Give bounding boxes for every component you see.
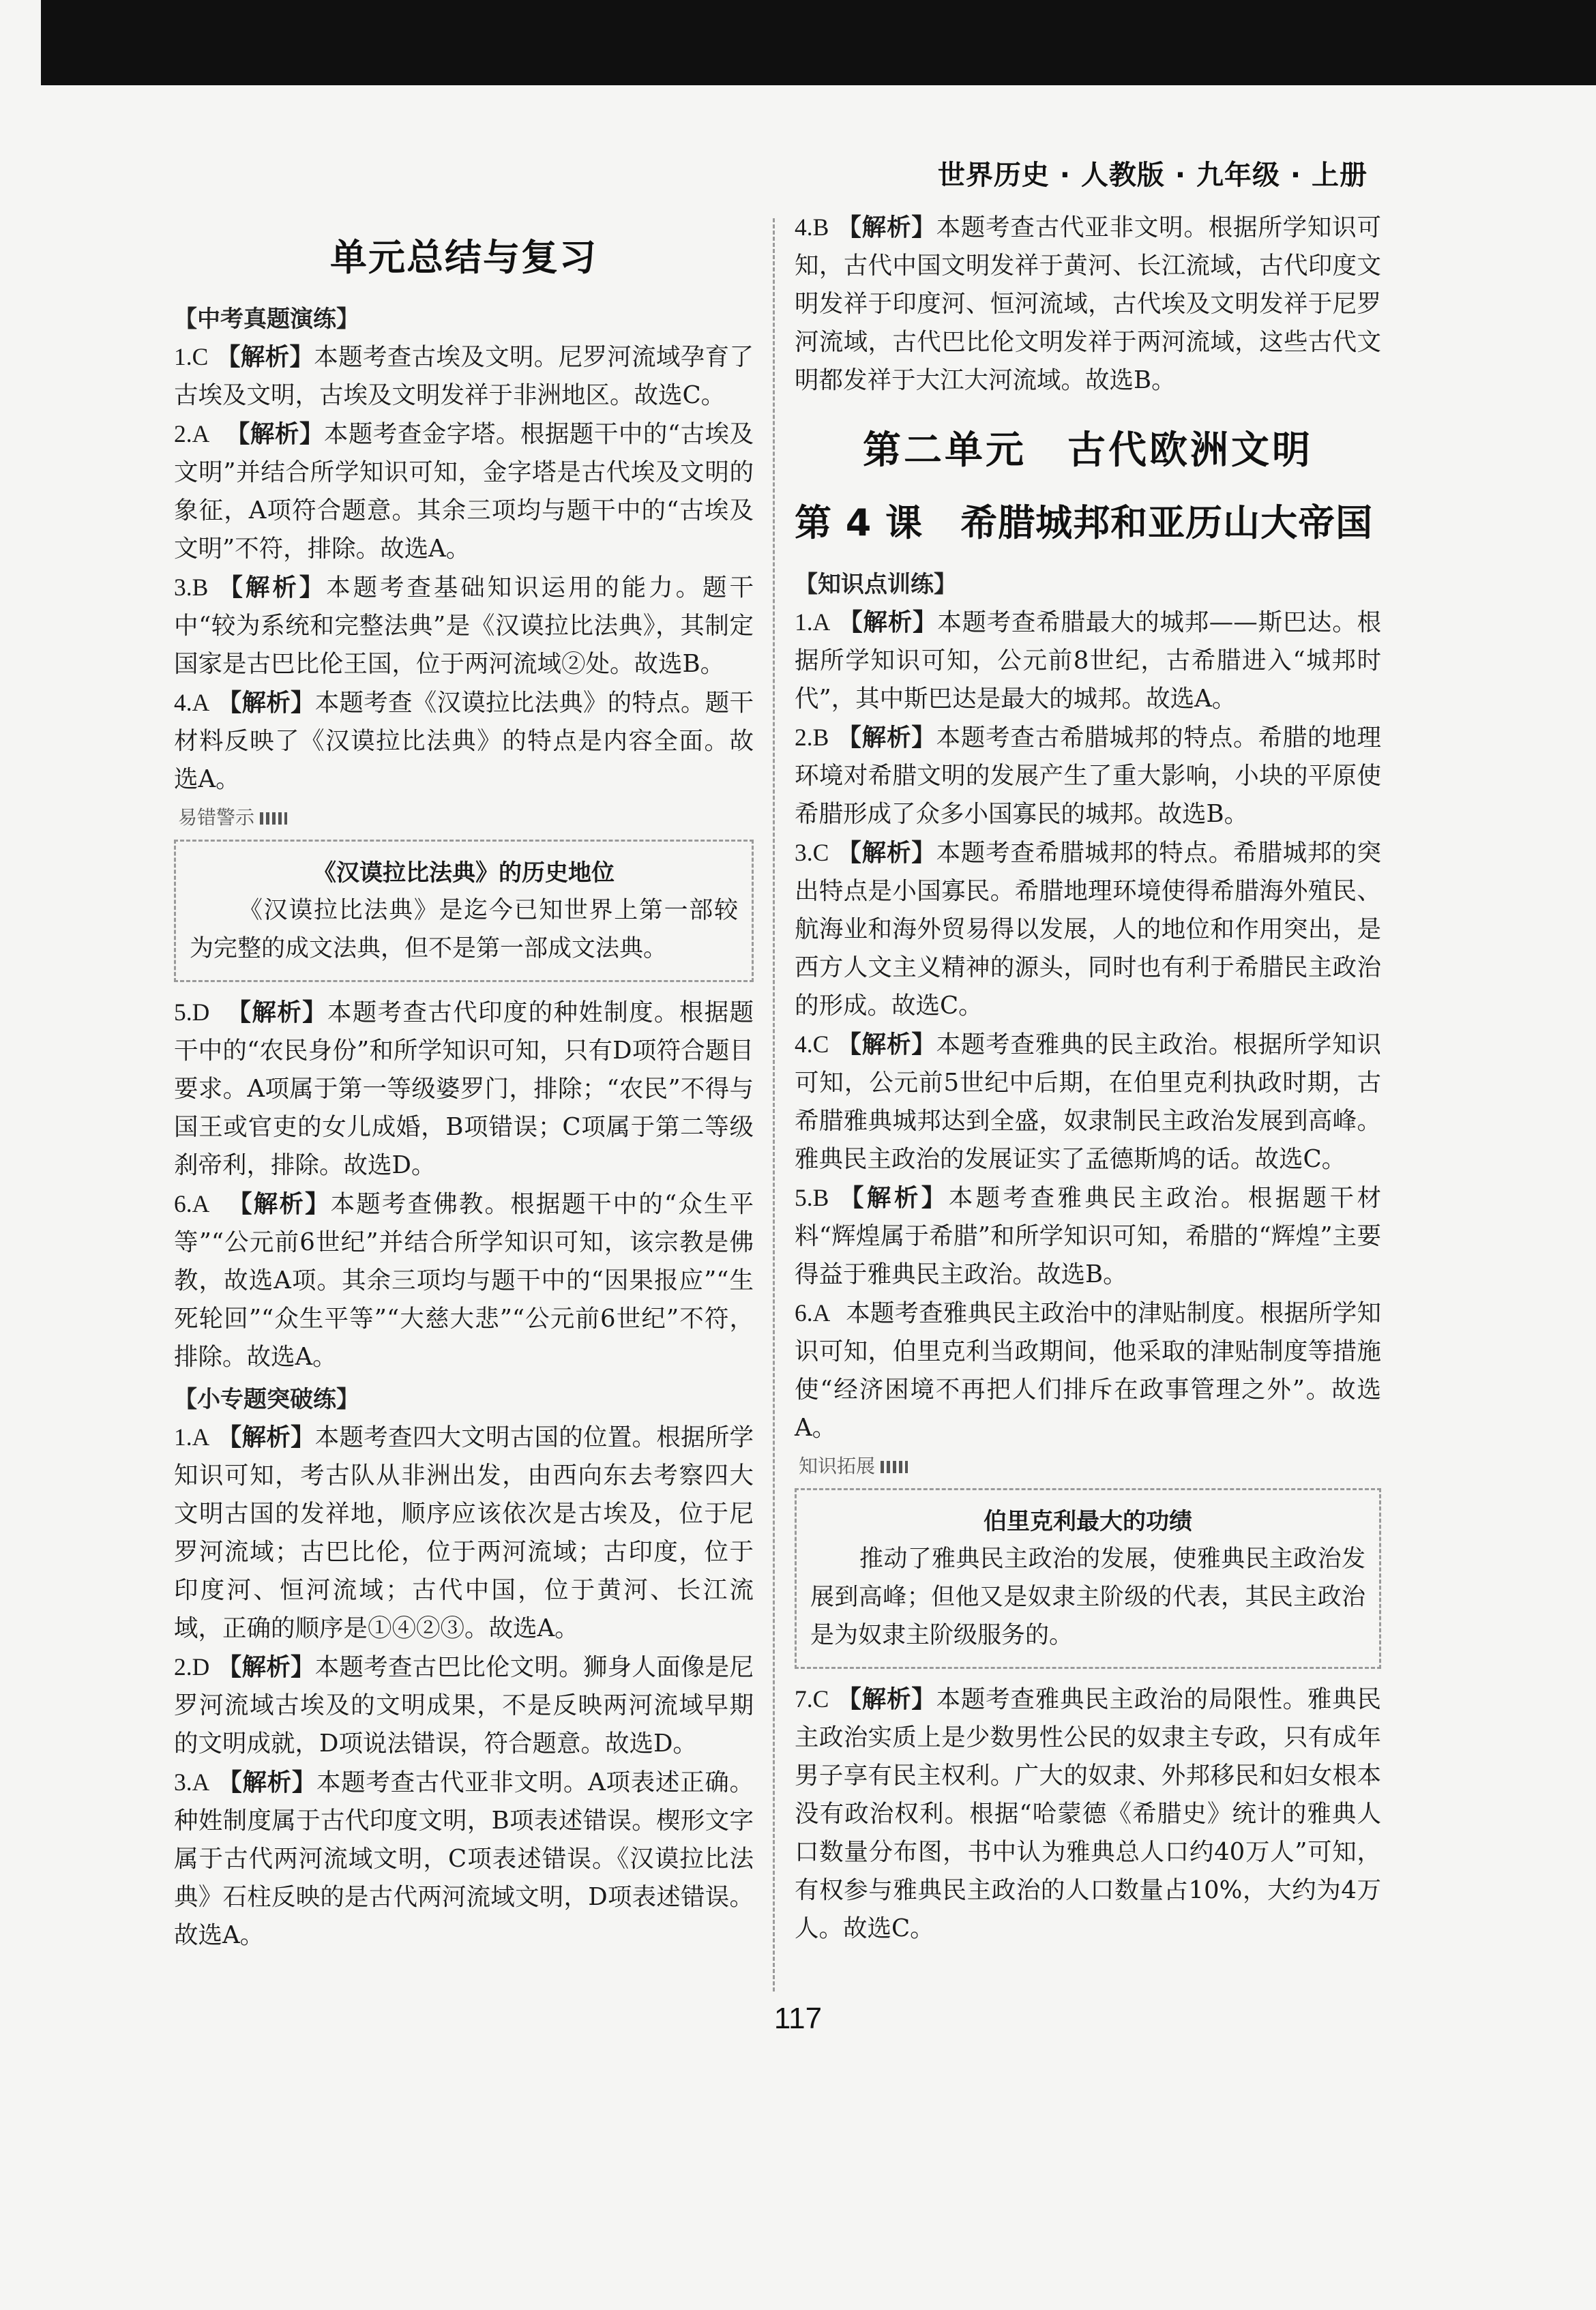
right-column bbox=[795, 208, 1381, 1948]
left-column bbox=[174, 208, 754, 1955]
speaker-icon bbox=[260, 812, 287, 825]
answer-item: 4.A 【解析】本题考查《汉谟拉比法典》的特点。题干材料反映了《汉谟拉比法典》的特点是内容全面。故选A。 bbox=[174, 689, 754, 793]
answer-item: 2.D 【解析】本题考查古巴比伦文明。狮身人面像是尼罗河流域古埃及的文明成果，不是反映两河流域早期的文明成就，D项说法错误，符合题意。故选D。 bbox=[174, 1653, 754, 1758]
answer-item: 3.A 【解析】本题考查古代亚非文明。A项表述正确。种姓制度属于古代印度文明，B项表述错误。楔形文字属于古代两河流域文明，C项表述错误。《汉谟拉比法典》石柱反映的是古代两河流域文明，D项表述错误。故选A。 bbox=[174, 1768, 754, 1949]
lesson-title: 第 4 课 希腊城邦和亚历山大帝国 bbox=[795, 501, 1374, 544]
unit-title: 第二单元 古代欧洲文明 bbox=[863, 428, 1313, 473]
tip-box-body: 《汉谟拉比法典》是迄今已知世界上第一部较为完整的成文法典，但不是第一部成文法典。 bbox=[190, 897, 738, 962]
answer-item: 2.B 【解析】本题考查古希腊城邦的特点。希腊的地理环境对希腊文明的发展产生了重大影响，小块的平原使希腊形成了众多小国寡民的城邦。故选B。 bbox=[795, 724, 1381, 828]
answer-item: 6.A 【解析】本题考查佛教。根据题干中的“众生平等”“公元前6世纪”并结合所学知识可知，该宗教是佛教，故选A项。其余三项均与题干中的“因果报应”“生死轮回”“众生平等”“大慈大悲”“公元前6世纪”不符，排除。故选A。 bbox=[174, 1190, 754, 1371]
answer-item: 7.C 【解析】本题考查雅典民主政治的局限性。雅典民主政治实质上是少数男性公民的奴隶主专政，只有成年男子享有民主权利。广大的奴隶、外邦移民和妇女根本没有政治权利。根据“哈蒙德《希腊史》统计的雅典人口数量分布图，书中认为雅典总人口约40万人”可知，有权参与雅典民主政治的人口数量占10%，大约为4万人。故选C。 bbox=[795, 1685, 1381, 1942]
answer-item: 1.C 【解析】本题考查古埃及文明。尼罗河流域孕育了古埃及文明，古埃及文明发祥于非洲地区。故选C。 bbox=[174, 343, 754, 409]
section-tag-exam: 【中考真题演练】 bbox=[174, 306, 359, 333]
page-number: 117 bbox=[773, 2002, 823, 2035]
answer-item: 1.A 【解析】本题考查四大文明古国的位置。根据所学知识可知，考古队从非洲出发，由西向东去考察四大文明古国的发祥地，顺序应该依次是古埃及，位于尼罗河流域；古巴比伦，位于两河流域；古印度，位于印度河、恒河流域；古代中国，位于黄河、长江流域，正确的顺序是①④②③。故选A。 bbox=[174, 1423, 754, 1642]
answer-item: 5.D 【解析】本题考查古代印度的种姓制度。根据题干中的“农民身份”和所学知识可知，只有D项符合题目要求。A项属于第一等级婆罗门，排除；“农民”不得与国王或官吏的女儿成婚，B项错误；C项属于第二等级刹帝利，排除。故选D。 bbox=[174, 998, 754, 1179]
tip-box bbox=[174, 840, 754, 982]
answer-item: 4.B 【解析】本题考查古代亚非文明。根据所学知识可知，古代中国文明发祥于黄河、长江流域，古代印度文明发祥于印度河、恒河流域，古代埃及文明发祥于尼罗河流域，古代巴比伦文明发祥于两河流域，这些古代文明都发祥于大江大河流域。故选B。 bbox=[795, 213, 1381, 394]
top-black-bar bbox=[41, 0, 1596, 85]
unit-review-title: 单元总结与复习 bbox=[330, 236, 597, 279]
answer-item: 1.A 【解析】本题考查希腊最大的城邦——斯巴达。根据所学知识可知，公元前8世纪，古希腊进入“城邦时代”，其中斯巴达是最大的城邦。故选A。 bbox=[795, 608, 1381, 713]
section-tag-topic: 【小专题突破练】 bbox=[174, 1386, 359, 1413]
answer-item: 3.C 【解析】本题考查希腊城邦的特点。希腊城邦的突出特点是小国寡民。希腊地理环境使得希腊海外殖民、航海业和海外贸易得以发展，人的地位和作用突出，是西方人文主义精神的源头，同时也有利于希腊民主政治的形成。故选C。 bbox=[795, 839, 1381, 1020]
answer-item: 5.B 【解析】本题考查雅典民主政治。根据题干材料“辉煌属于希腊”和所学知识可知，希腊的“辉煌”主要得益于雅典民主政治。故选B。 bbox=[795, 1184, 1381, 1288]
extension-box bbox=[795, 1488, 1381, 1669]
speaker-icon bbox=[881, 1461, 908, 1473]
tip-box-label: 易错警示 bbox=[178, 803, 754, 830]
section-tag-knowledge: 【知识点训练】 bbox=[795, 571, 957, 598]
extension-box-label: 知识拓展 bbox=[799, 1451, 1381, 1479]
answer-item: 2.A 【解析】本题考查金字塔。根据题干中的“古埃及文明”并结合所学知识可知，金字塔是古代埃及文明的象征，A项符合题意。其余三项均与题干中的“古埃及文明”不符，排除。故选A。 bbox=[174, 420, 754, 563]
extension-box-body: 推动了雅典民主政治的发展，使雅典民主政治发展到高峰；但他又是奴隶主阶级的代表，其民主政治是为奴隶主阶级服务的。 bbox=[810, 1545, 1365, 1649]
column-divider bbox=[773, 218, 775, 1991]
answer-item: 4.C 【解析】本题考查雅典的民主政治。根据所学知识可知，公元前5世纪中后期，在伯里克利执政时期，古希腊雅典城邦达到全盛，奴隶制民主政治发展到高峰。雅典民主政治的发展证实了孟德斯鸠的话。故选C。 bbox=[795, 1031, 1381, 1173]
book-info-header: 世界历史 · 人教版 · 九年级 · 上册 bbox=[937, 160, 1368, 191]
extension-box-title: 伯里克利最大的功绩 bbox=[984, 1508, 1192, 1535]
tip-box-title: 《汉谟拉比法典》的历史地位 bbox=[313, 859, 615, 887]
answer-item: 3.B 【解析】本题考查基础知识运用的能力。题干中“较为系统和完整法典”是《汉谟拉比法典》，其制定国家是古巴比伦王国，位于两河流域②处。故选B。 bbox=[174, 574, 754, 678]
answer-item: 6.A 本题考查雅典民主政治中的津贴制度。根据所学知识可知，伯里克利当政期间，他采取的津贴制度等措施使“经济困境不再把人们排斥在政事管理之外”。故选A。 bbox=[795, 1299, 1381, 1442]
